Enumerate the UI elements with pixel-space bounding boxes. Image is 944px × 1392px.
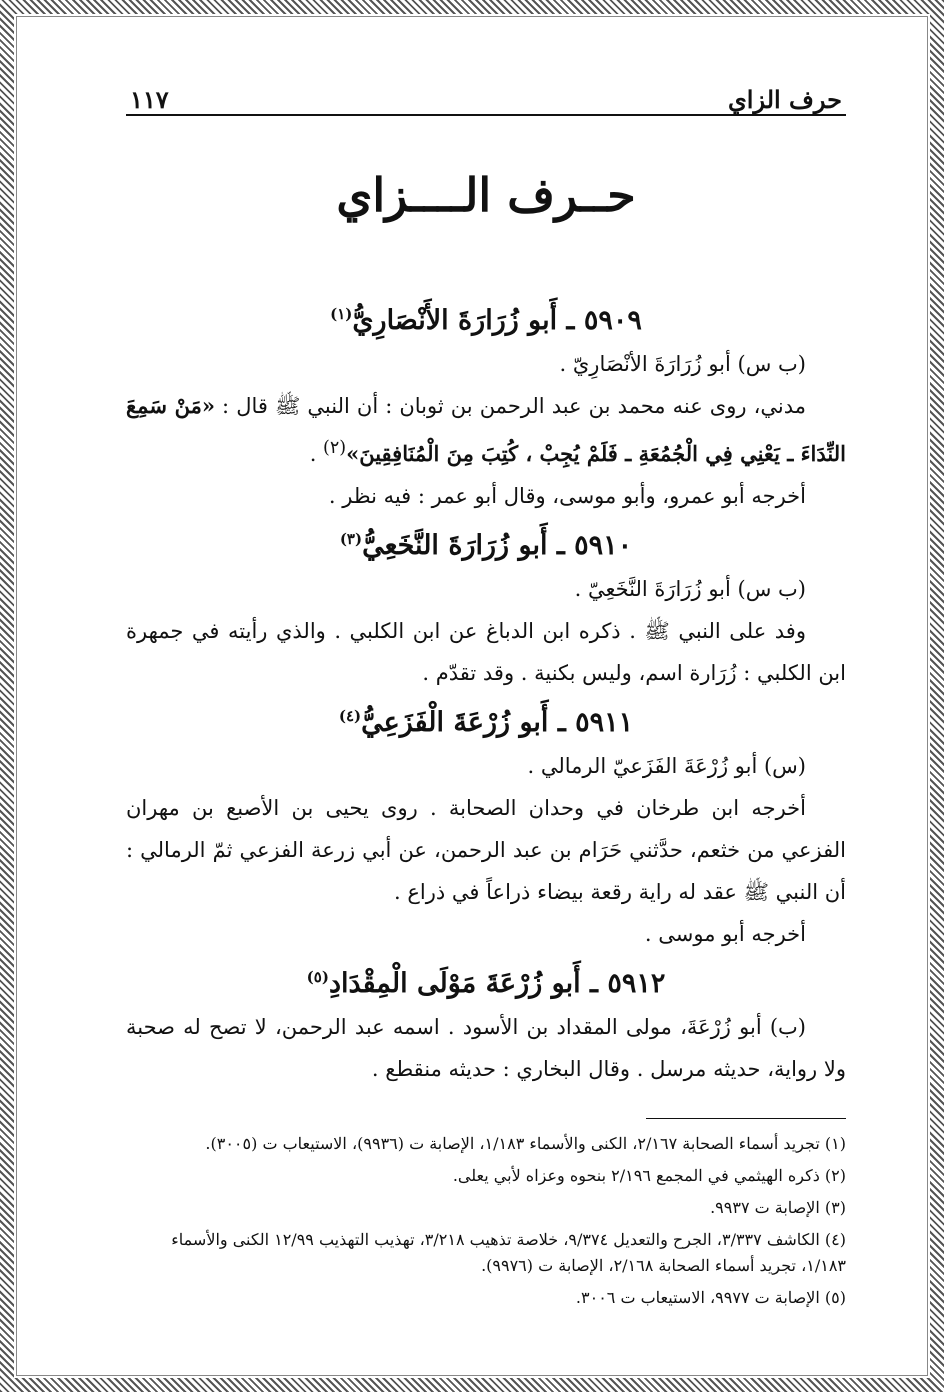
- entry-paragraph: أخرجه ابن طرخان في وحدان الصحابة . روى يحيى بن الأصبع بن مهران الفزعي من خثعم، حدَّثني حَرَام بن عبد الرحمن، عن أبي زرعة الفزعي ثمّ الرمالي : أن النبي ﷺ عقد له راية رقعة بيضاء ذراعاً في ذراع .: [126, 796, 846, 904]
- footnote-ref: (٣): [339, 530, 363, 548]
- entry-5909: [126, 292, 846, 517]
- entry-heading-text: ٥٩١٢ ـ أَبو زُرْعَةَ مَوْلَى الْمِقْدَادِ: [328, 968, 666, 999]
- entry-5910: [126, 517, 846, 694]
- footnotes: [126, 1131, 846, 1311]
- entry-paragraph: أخرجه أبو عمرو، وأبو موسى، وقال أبو عمر : فيه نظر .: [328, 484, 806, 508]
- entry-paragraph: [126, 385, 846, 475]
- footnote: (٣) الإصابة ت ٩٩٣٧.: [710, 1198, 846, 1217]
- footnote-ref: (٥): [306, 968, 329, 986]
- entry-paragraph: (ب س) أبو زُرَارَةَ الأنْصَارِيّ .: [559, 352, 806, 376]
- footnote-ref: (٤): [338, 707, 362, 725]
- footnote: (٢) ذكره الهيثمي في المجمع ٢/١٩٦ بنحوه وعزاه لأبي يعلى.: [452, 1166, 846, 1185]
- hadith-quote: «مَنْ سَمِعَ النِّدَاءَ ـ يَعْنِي فِي الْجُمُعَةِ ـ فَلَمْ يُجِبْ ، كُتِبَ مِنَ الْمُنَافِقِينَ»: [126, 393, 846, 466]
- footnote: (٤) الكاشف ٣/٣٣٧، الجرح والتعديل ٩/٣٧٤، خلاصة تذهيب ٣/٢١٨، تهذيب التهذيب ١٢/٩٩ الكنى والأسماء ١/١٨٣، تجريد أسماء الصحابة ٢/١٦٨، الإصابة ت (٩٩٧٦).: [171, 1230, 846, 1275]
- entry-text: .: [309, 442, 324, 466]
- book-page: [126, 70, 846, 1317]
- entry-heading-text: ٥٩٠٩ ـ أَبو زُرَارَةَ الأَنْصَارِيُّ: [352, 305, 642, 336]
- entry-paragraph: (س) أبو زُرْعَةَ الفَزَعيّ الرمالي .: [527, 754, 806, 778]
- running-header: [126, 70, 846, 116]
- entry-heading: [126, 694, 846, 745]
- entry-heading-text: ٥٩١١ ـ أَبو زُرْعَةَ الْفَزَعِيُّ: [361, 707, 634, 738]
- entry-heading: [126, 955, 846, 1006]
- footnote-divider: [646, 1118, 846, 1119]
- entry-heading: [126, 292, 846, 343]
- footnote-ref: (٢): [323, 438, 347, 458]
- running-title: حرف الزاي: [728, 85, 842, 114]
- entry-paragraph: وفد على النبي ﷺ . ذكره ابن الدباغ عن ابن الكلبي . والذي رأيته في جمهرة ابن الكلبي : زُرَارة اسم، وليس بكنية . وقد تقدّم .: [126, 619, 846, 685]
- footnote: (١) تجريد أسماء الصحابة ٢/١٦٧، الكنى والأسماء ١/١٨٣، الإصابة ت (٩٩٣٦)، الاستيعاب ت (٣٠٠٥).: [205, 1134, 846, 1153]
- entry-heading: [126, 517, 846, 568]
- entry-paragraph: (ب س) أبو زُرَارَةَ النَّخَعِيّ .: [574, 577, 806, 601]
- chapter-title: حــرف الــــزاي: [336, 168, 636, 222]
- entry-heading-text: ٥٩١٠ ـ أَبو زُرَارَةَ النَّخَعِيُّ: [362, 530, 633, 561]
- footnote-ref: (١): [330, 305, 353, 323]
- entry-text: مدني، روى عنه محمد بن عبد الرحمن بن ثوبان : أن النبي ﷺ قال :: [214, 394, 806, 418]
- entry-paragraph: (ب) أبو زُرْعَةَ، مولى المقداد بن الأسود . اسمه عبد الرحمن، لا تصح له صحبة ولا رواية، حديثه مرسل . وقال البخاري : حديثه منقطع .: [126, 1015, 846, 1081]
- entries: [126, 292, 846, 1090]
- entry-paragraph: أخرجه أبو موسى .: [644, 922, 806, 946]
- page-number: ١١٧: [130, 85, 169, 114]
- entry-5912: [126, 955, 846, 1090]
- entry-5911: [126, 694, 846, 955]
- footnote: (٥) الإصابة ت ٩٩٧٧، الاستيعاب ت ٣٠٠٦.: [575, 1288, 846, 1307]
